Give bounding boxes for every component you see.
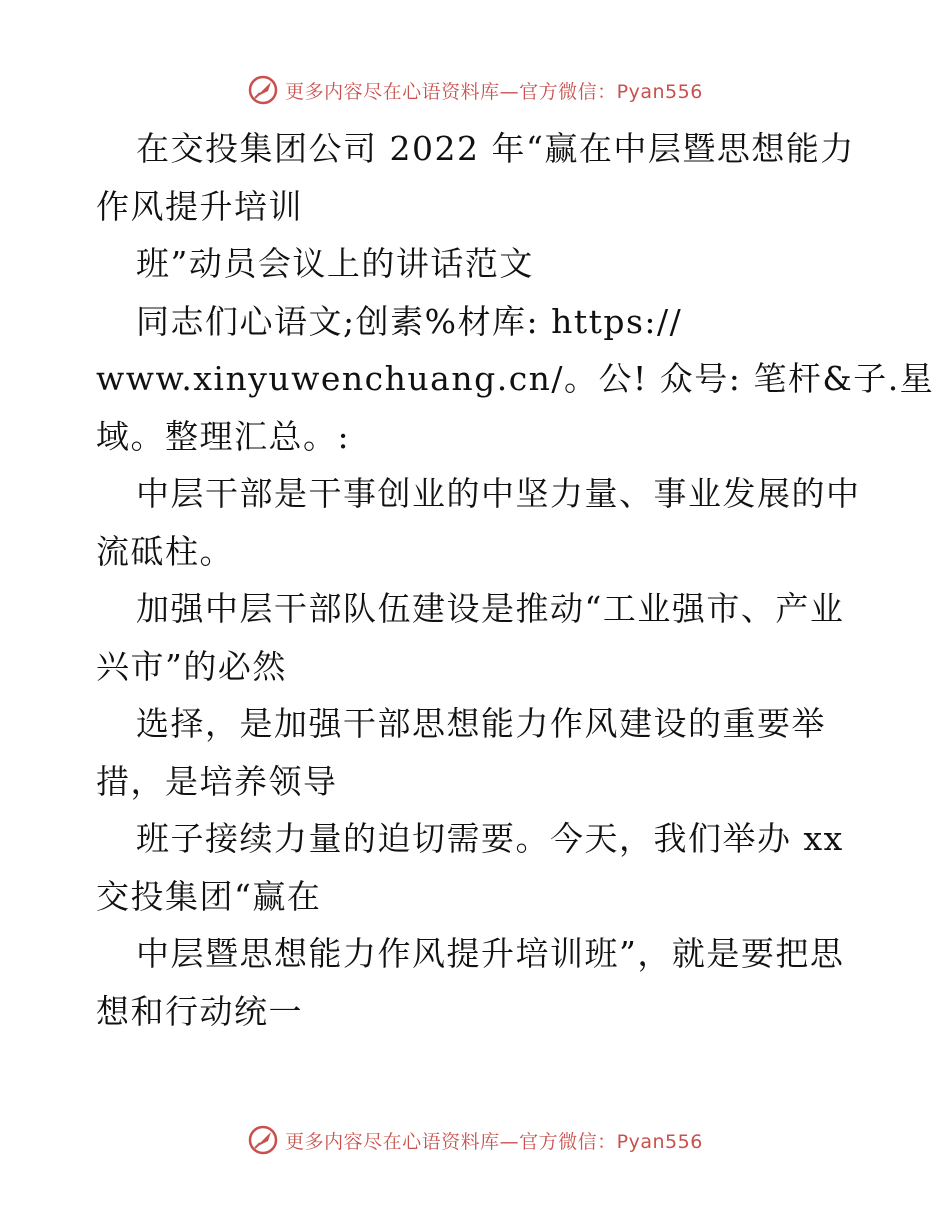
text-line: 中层干部是干事创业的中坚力量、事业发展的中 bbox=[136, 474, 861, 513]
footer-watermark bbox=[0, 1120, 950, 1160]
text-line: 流砥柱。 bbox=[96, 531, 234, 571]
document-body bbox=[96, 120, 935, 1040]
header-watermark bbox=[0, 70, 950, 110]
text-line: 兴市”的必然 bbox=[96, 646, 287, 686]
text-line: 想和行动统一 bbox=[96, 991, 303, 1031]
text-line: 选择，是加强干部思想能力作风建设的重要举 bbox=[136, 704, 826, 743]
text-line: 交投集团“赢在 bbox=[96, 876, 322, 916]
text-line: 班”动员会议上的讲话范文 bbox=[136, 244, 534, 283]
watermark-text: 更多内容尽在心语资料库—官方微信：Pyan556 bbox=[285, 1130, 703, 1153]
quill-circle-logo-icon bbox=[247, 1124, 279, 1156]
text-line: 在交投集团公司 2022 年“赢在中层暨思想能力 bbox=[136, 129, 855, 168]
text-line: 作风提升培训 bbox=[96, 186, 303, 226]
text-line: 班子接续力量的迫切需要。今天，我们举办 xx bbox=[136, 819, 844, 858]
text-line: 同志们心语文;创素%材库: https:// bbox=[136, 301, 683, 341]
text-line: 域。整理汇总。: bbox=[96, 416, 351, 456]
text-line: 加强中层干部队伍建设是推动“工业强市、产业 bbox=[136, 589, 845, 628]
text-line: www.xinyuwenchuang.cn/。公! 众号: 笔杆&子.星 bbox=[96, 359, 935, 398]
quill-circle-logo-icon bbox=[247, 74, 279, 106]
text-line: 措，是培养领导 bbox=[96, 761, 338, 801]
watermark-text: 更多内容尽在心语资料库—官方微信：Pyan556 bbox=[285, 80, 703, 103]
text-line: 中层暨思想能力作风提升培训班”，就是要把思 bbox=[136, 934, 845, 973]
